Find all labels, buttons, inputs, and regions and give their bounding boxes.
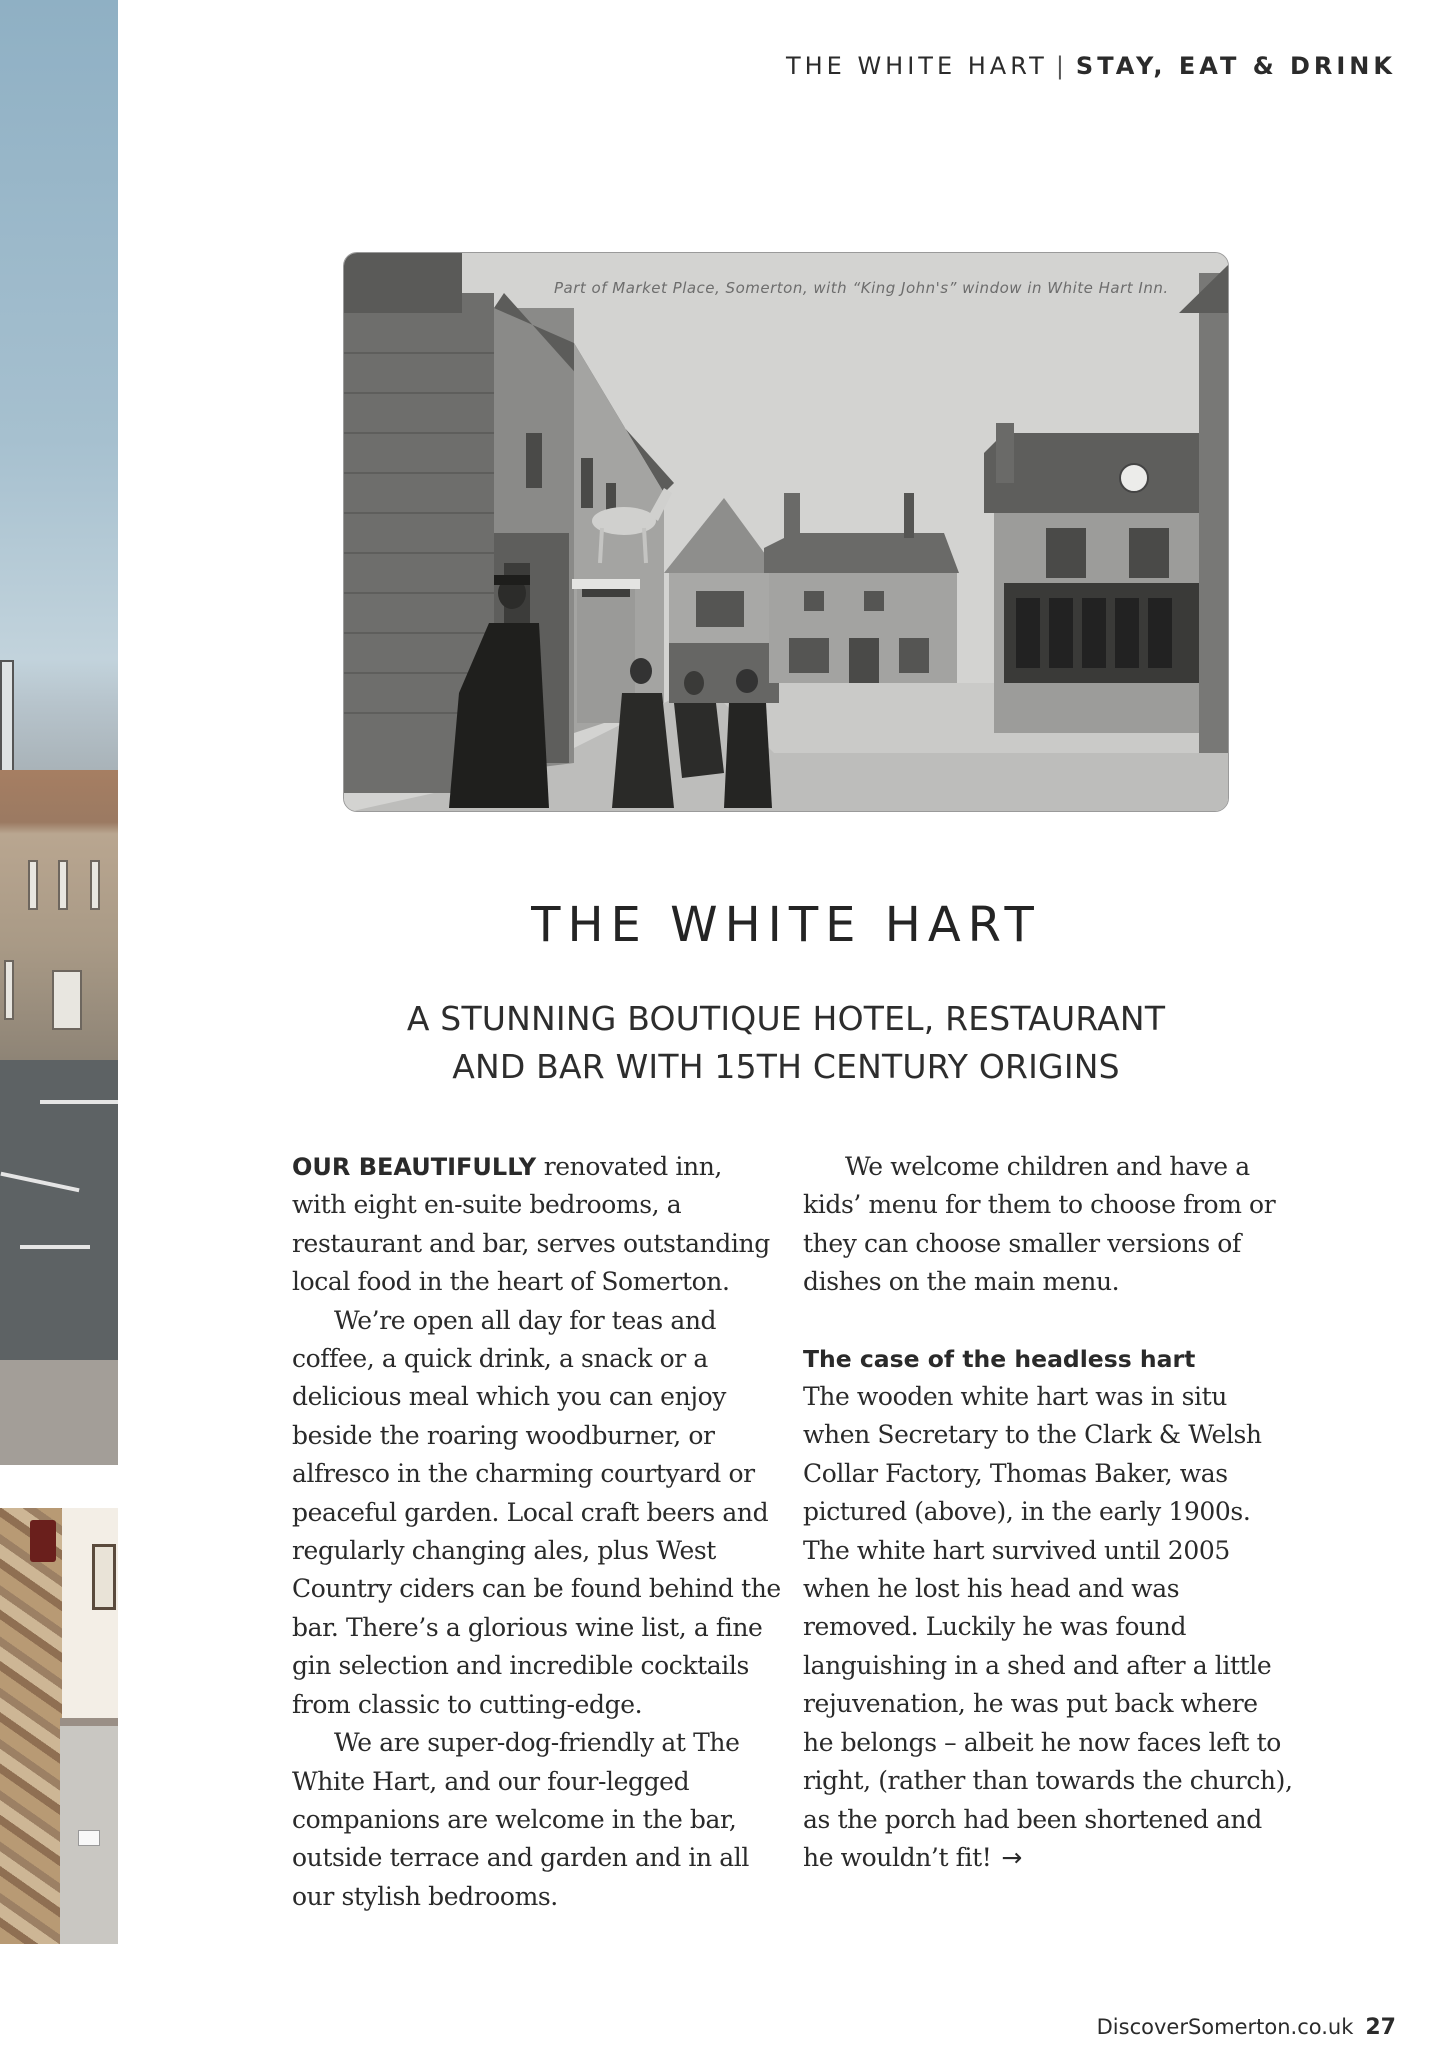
house-window [52,970,82,1030]
subtitle-line: AND BAR WITH 15TH CENTURY ORIGINS [452,1047,1120,1086]
power-socket [78,1830,100,1846]
body-column-right [803,1148,1293,1877]
page-footer [1097,2015,1396,2040]
historic-photo [343,252,1229,812]
body-paragraph [292,1148,782,1302]
photo-caption: Part of Market Place, Somerton, with “King John's” window in White Hart Inn. [554,279,1169,297]
picture-frame [92,1544,116,1610]
house-door [4,960,14,1020]
house-window [90,860,100,910]
body-paragraph: We welcome children and have a kids’ menu for them to choose from or they can choose smaller versions of dishes on the main menu. [803,1152,1276,1297]
body-paragraph [803,1378,1293,1877]
body-column-left [292,1148,782,1916]
left-interior-photo [0,1508,118,1944]
stone-wall [0,1508,62,1944]
road-marking [20,1245,90,1249]
body-paragraph: We are super-dog-friendly at The White Hart, and our four-legged companions are welcome in the bar, outside terrace and garden and in all our stylish bedrooms. [292,1728,749,1911]
page-number: 27 [1365,2015,1396,2040]
article-subtitle [343,995,1229,1091]
header-separator: | [1055,52,1068,80]
pavement [0,1360,118,1465]
house-window [58,860,68,910]
paragraph-text: renovated inn, with eight en-suite bedrooms, a restaurant and bar, serves outstanding local food in the heart of Somerton. [292,1152,770,1297]
section-subheading: The case of the headless hart [803,1344,1196,1373]
wall-lamp [30,1520,56,1562]
footer-website: DiscoverSomerton.co.uk [1096,2015,1354,2039]
body-paragraph: We’re open all day for teas and coffee, a quick drink, a snack or a delicious meal which you can enjoy beside the roaring woodburner, or alfresco in the charming courtyard or peaceful garden. Local craft beers and regularly changing ales, plus West Country ciders can be found behind the bar. There’s a glorious wine list, a fine gin selection and incredible cocktails from classic to cutting-edge. [292,1305,781,1719]
subtitle-line: A STUNNING BOUTIQUE HOTEL, RESTAURANT [406,999,1166,1038]
road [0,1060,118,1360]
header-publication: THE WHITE HART [785,52,1048,80]
article-title: THE WHITE HART [531,897,1041,953]
paragraph-lead-in: OUR BEAUTIFULLY [292,1153,537,1181]
left-street-photo [0,0,118,1465]
paragraph-text: The wooden white hart was in situ when Secretary to the Clark & Welsh Collar Factory, Thomas Baker, was pictured (above), in the early 1900s. The white hart survived until 2005 when he lost his head and was removed. Luckily he was found languishing in a shed and after a little rejuvenation, he was put back where he belongs – albeit he now faces left to right, (rather than towards the church), as the porch had been shortened and he wouldn’t fit! [803,1382,1293,1872]
road-marking [40,1100,118,1104]
running-header [786,52,1396,80]
house-window [28,860,38,910]
continue-arrow-icon: → [1001,1842,1022,1872]
header-section: STAY, EAT & DRINK [1075,52,1396,80]
